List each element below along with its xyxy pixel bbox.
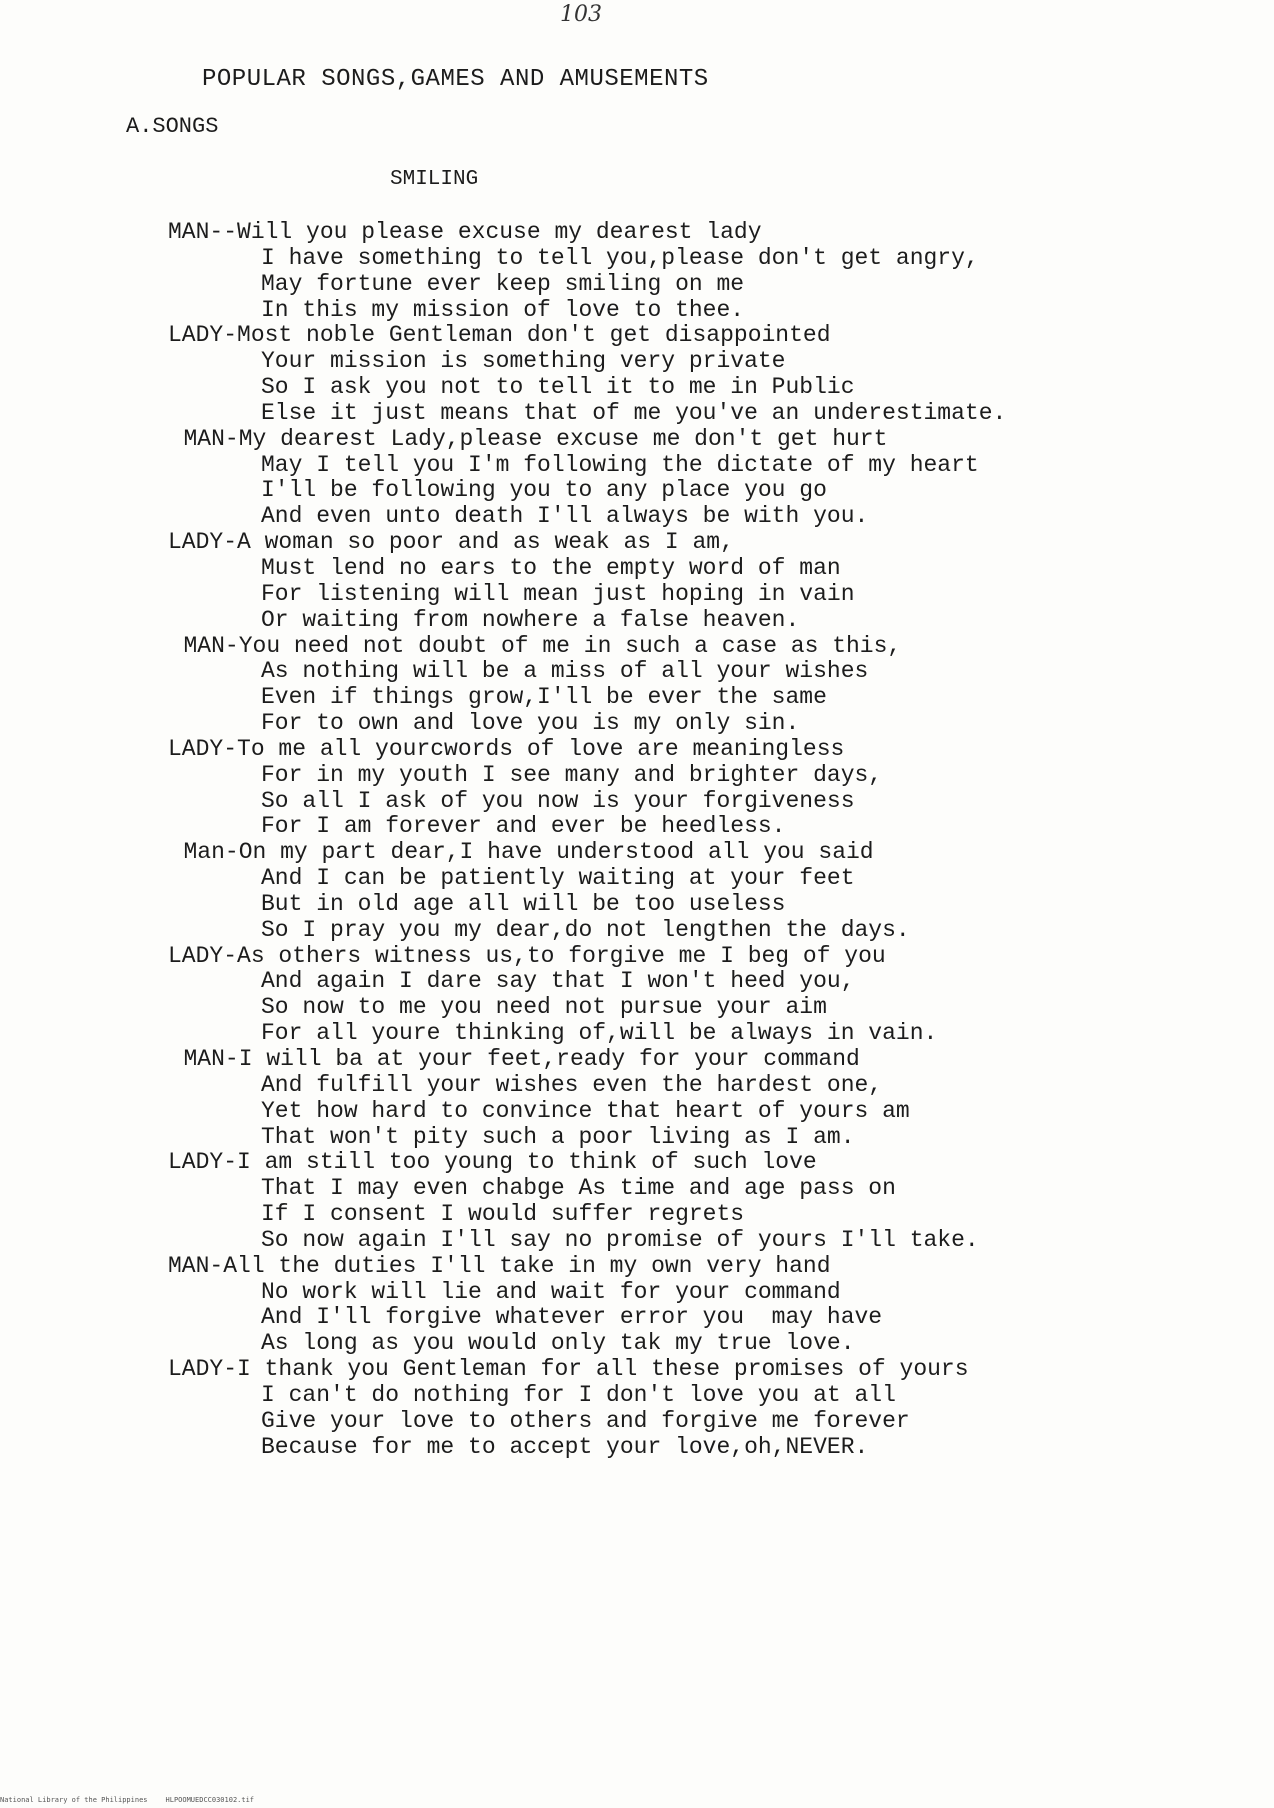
lyric-line: As nothing will be a miss of all your wishes [261, 658, 869, 685]
lyric-line: For listening will mean just hoping in vain [261, 580, 855, 607]
lyric-line: That I may even chabge As time and age pass on [261, 1175, 896, 1202]
lyric-line: Even if things grow,I'll be ever the same [261, 684, 827, 711]
lyric-line: I can't do nothing for I don't love you at all [261, 1381, 896, 1408]
lyric-line: MAN-I will ba at your feet,ready for your command [183, 1046, 860, 1072]
lyric-line: Yet how hard to convince that heart of yours am [261, 1097, 910, 1124]
lyric-line: If I consent I would suffer regrets [261, 1201, 745, 1228]
lyric-line: So now again I'll say no promise of yours I'll take. [261, 1226, 979, 1253]
lyric-line: LADY-As others witness us,to forgive me I beg of you [168, 942, 886, 969]
lyric-line: LADY-To me all yourcwords of love are meaningless [168, 735, 845, 762]
lyric-line: In this my mission of love to thee. [261, 296, 745, 323]
scan-footer [0, 1796, 254, 1804]
lyric-line: So now to me you need not pursue your aim [261, 994, 827, 1021]
footer-library: National Library of the Philippines [0, 1796, 148, 1804]
lyric-line: Or waiting from nowhere a false heaven. [261, 606, 800, 633]
lyric-line: May fortune ever keep smiling on me [261, 270, 745, 297]
lyric-line: And again I dare say that I won't heed you, [261, 968, 855, 995]
lyric-line: I have something to tell you,please don't get angry, [261, 244, 979, 271]
lyric-line: LADY-I thank you Gentleman for all these promises of yours [168, 1356, 969, 1383]
footer-file-id: HLPOOMUEDCC030102.tif [165, 1796, 255, 1804]
lyric-line: And fulfill your wishes even the hardest one, [261, 1071, 883, 1098]
lyric-line: For I am forever and ever be heedless. [261, 813, 786, 840]
lyric-line: As long as you would only tak my true love. [261, 1330, 855, 1357]
lyric-line: Your mission is something very private [261, 348, 786, 375]
lyric-line: And I'll forgive whatever error you may have [261, 1304, 883, 1331]
lyric-line: And I can be patiently waiting at your feet [261, 865, 855, 892]
lyric-line: May I tell you I'm following the dictate of my heart [261, 451, 979, 478]
page-number: 103 [560, 2, 602, 27]
song-lyrics [168, 220, 1168, 1461]
lyric-line: So all I ask of you now is your forgiveness [261, 787, 855, 814]
lyric-line: Man-On my part dear,I have understood all you said [183, 839, 874, 866]
lyric-line: And even unto death I'll always be with you. [261, 503, 869, 530]
section-title: A.SONGS [126, 114, 219, 139]
lyric-line: For in my youth I see many and brighter days, [261, 761, 883, 788]
lyric-line: Must lend no ears to the empty word of man [261, 554, 841, 581]
lyric-line: No work will lie and wait for your command [261, 1278, 841, 1305]
lyric-line: MAN-You need not doubt of me in such a case as this, [183, 632, 902, 659]
main-title: POPULAR SONGS,GAMES AND AMUSEMENTS [202, 66, 709, 93]
lyric-line: So I pray you my dear,do not lengthen the days. [261, 916, 910, 943]
lyric-line: LADY-Most noble Gentleman don't get disappointed [168, 322, 831, 349]
lyric-line: For to own and love you is my only sin. [261, 710, 800, 737]
lyric-line: LADY-I am still too young to think of such love [168, 1149, 817, 1176]
lyric-line: For all youre thinking of,will be always in vain. [261, 1020, 938, 1047]
lyric-line: MAN--Will you please excuse my dearest lady [168, 219, 762, 245]
lyric-line: LADY-A woman so poor and as weak as I am, [168, 529, 734, 556]
lyric-line: MAN-All the duties I'll take in my own very hand [168, 1252, 831, 1279]
lyric-line: MAN-My dearest Lady,please excuse me don't get hurt [183, 425, 888, 452]
lyric-line: Else it just means that of me you've an underestimate. [261, 399, 1007, 426]
lyric-line: So I ask you not to tell it to me in Public [261, 374, 855, 401]
lyric-line: Because for me to accept your love,oh,NEVER. [261, 1433, 869, 1460]
lyric-line: Give your love to others and forgive me forever [261, 1407, 910, 1434]
lyric-line: But in old age all will be too useless [261, 890, 786, 917]
song-title: SMILING [390, 168, 479, 191]
lyric-line: I'll be following you to any place you go [261, 477, 827, 504]
lyric-line: That won't pity such a poor living as I am. [261, 1123, 855, 1150]
